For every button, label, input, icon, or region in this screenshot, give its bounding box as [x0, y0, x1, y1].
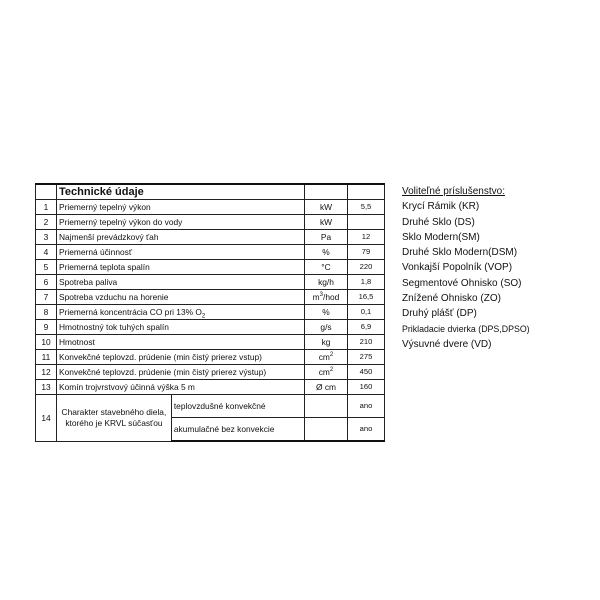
row-parameter: Spotreba vzduchu na horenie — [57, 290, 305, 305]
table-row — [36, 275, 385, 290]
list-item: Znížené Ohnisko (ZO) — [402, 293, 501, 305]
table-row — [36, 335, 385, 350]
row-value: 160 — [348, 380, 385, 395]
row-number: 8 — [36, 305, 57, 320]
row-number: 5 — [36, 260, 57, 275]
row-number: 1 — [36, 200, 57, 215]
list-item: Druhý plášť (DP) — [402, 308, 477, 320]
unit-main: cm — [318, 351, 330, 362]
table-row — [36, 290, 385, 305]
row-value: 79 — [348, 245, 385, 260]
row-parameter: Hmotnost — [57, 335, 305, 350]
row-value: 220 — [348, 260, 385, 275]
list-item: Druhé Sklo Modern(DSM) — [402, 247, 518, 259]
table-row — [36, 260, 385, 275]
row-number: 11 — [36, 350, 57, 365]
row-unit — [305, 395, 348, 418]
row-value: 16,5 — [348, 290, 385, 305]
unit-superscript: 3 — [319, 292, 323, 298]
row-unit — [305, 350, 348, 365]
row-number: 9 — [36, 320, 57, 335]
list-item: Prikladacie dvierka (DPS,DPSO) — [402, 323, 530, 334]
row-unit: kg — [305, 335, 348, 350]
row-number: 6 — [36, 275, 57, 290]
row-parameter: Priemerná teplota spalín — [57, 260, 305, 275]
table-row — [36, 230, 385, 245]
row-parameter: Spotreba paliva — [57, 275, 305, 290]
row-value: 5,5 — [348, 200, 385, 215]
row-unit: kW — [305, 215, 348, 230]
row-parameter: Komín trojvrstvový účinná výška 5 m — [57, 380, 305, 395]
row-parameter: Priemerná účinnosť — [57, 245, 305, 260]
row-number: 13 — [36, 380, 57, 395]
row-parameter: Hmotnostný tok tuhých spalín — [57, 320, 305, 335]
row-number: 12 — [36, 365, 57, 380]
list-item: Segmentové Ohnisko (SO) — [402, 277, 522, 289]
row-value: ano — [348, 418, 385, 442]
character-option: akumulačné bez konvekcie — [171, 418, 304, 442]
technical-data-table — [35, 183, 385, 442]
table-title: Technické údaje — [57, 184, 305, 200]
row-parameter: Konvekčné teplovzd. prúdenie (min čistý prierez vstup) — [57, 350, 305, 365]
row-unit: °C — [305, 260, 348, 275]
table-row-14a — [36, 395, 385, 418]
row-unit: g/s — [305, 320, 348, 335]
row-number: 7 — [36, 290, 57, 305]
row-value: 6,9 — [348, 320, 385, 335]
table-row — [36, 320, 385, 335]
list-item: Vonkajší Popolník (VOP) — [402, 262, 513, 274]
table-row — [36, 245, 385, 260]
row-value: 12 — [348, 230, 385, 245]
row-number: 2 — [36, 215, 57, 230]
accessories-list — [402, 199, 530, 352]
title-unit-cell — [305, 184, 348, 200]
row-number: 4 — [36, 245, 57, 260]
character-label: Charakter stavebného diela, ktorého je KRVL súčasťou — [57, 395, 172, 442]
row-number: 3 — [36, 230, 57, 245]
row-unit: Ø cm — [305, 380, 348, 395]
row-parameter: Konvekčné teplovzd. prúdenie (min čistý prierez výstup) — [57, 365, 305, 380]
row-value: 0,1 — [348, 305, 385, 320]
table-row — [36, 380, 385, 395]
row-parameter — [57, 305, 305, 320]
list-item: Sklo Modern(SM) — [402, 231, 480, 243]
list-item: Krycí Rámik (KR) — [402, 201, 480, 213]
title-num-cell — [36, 184, 57, 200]
row-unit: Pa — [305, 230, 348, 245]
unit-rest: /hod — [323, 291, 340, 302]
row-parameter: Priemerný tepelný výkon — [57, 200, 305, 215]
table-title-row — [36, 184, 385, 200]
row-value: 210 — [348, 335, 385, 350]
row-parameter: Priemerný tepelný výkon do vody — [57, 215, 305, 230]
unit-superscript: 2 — [329, 367, 334, 373]
row-number: 14 — [36, 395, 57, 442]
table-row — [36, 305, 385, 320]
row-unit — [305, 365, 348, 380]
row-value: ano — [348, 395, 385, 418]
table-row — [36, 200, 385, 215]
unit-main: m — [312, 291, 320, 302]
row-unit — [305, 418, 348, 442]
unit-superscript: 2 — [329, 352, 334, 358]
param-subscript: 2 — [201, 313, 206, 320]
table-row — [36, 365, 385, 380]
row-unit: % — [305, 245, 348, 260]
title-value-cell — [348, 184, 385, 200]
row-value: 1,8 — [348, 275, 385, 290]
table-row — [36, 350, 385, 365]
character-option: teplovzdušné konvekčné — [171, 395, 304, 418]
row-value — [348, 215, 385, 230]
optional-accessories — [402, 184, 530, 352]
row-unit — [305, 290, 348, 305]
accessories-title: Voliteľné príslušenstvo: — [402, 186, 505, 197]
row-parameter: Najmenší prevádzkový ťah — [57, 230, 305, 245]
table-row — [36, 215, 385, 230]
row-number: 10 — [36, 335, 57, 350]
row-value: 275 — [348, 350, 385, 365]
row-unit: kg/h — [305, 275, 348, 290]
unit-main: cm — [318, 366, 330, 377]
list-item: Druhé Sklo (DS) — [402, 216, 475, 228]
row-unit: % — [305, 305, 348, 320]
list-item: Výsuvné dvere (VD) — [402, 338, 492, 350]
row-unit: kW — [305, 200, 348, 215]
row-value: 450 — [348, 365, 385, 380]
param-main: Priemerná koncentrácia CO pri 13% O — [59, 306, 202, 317]
